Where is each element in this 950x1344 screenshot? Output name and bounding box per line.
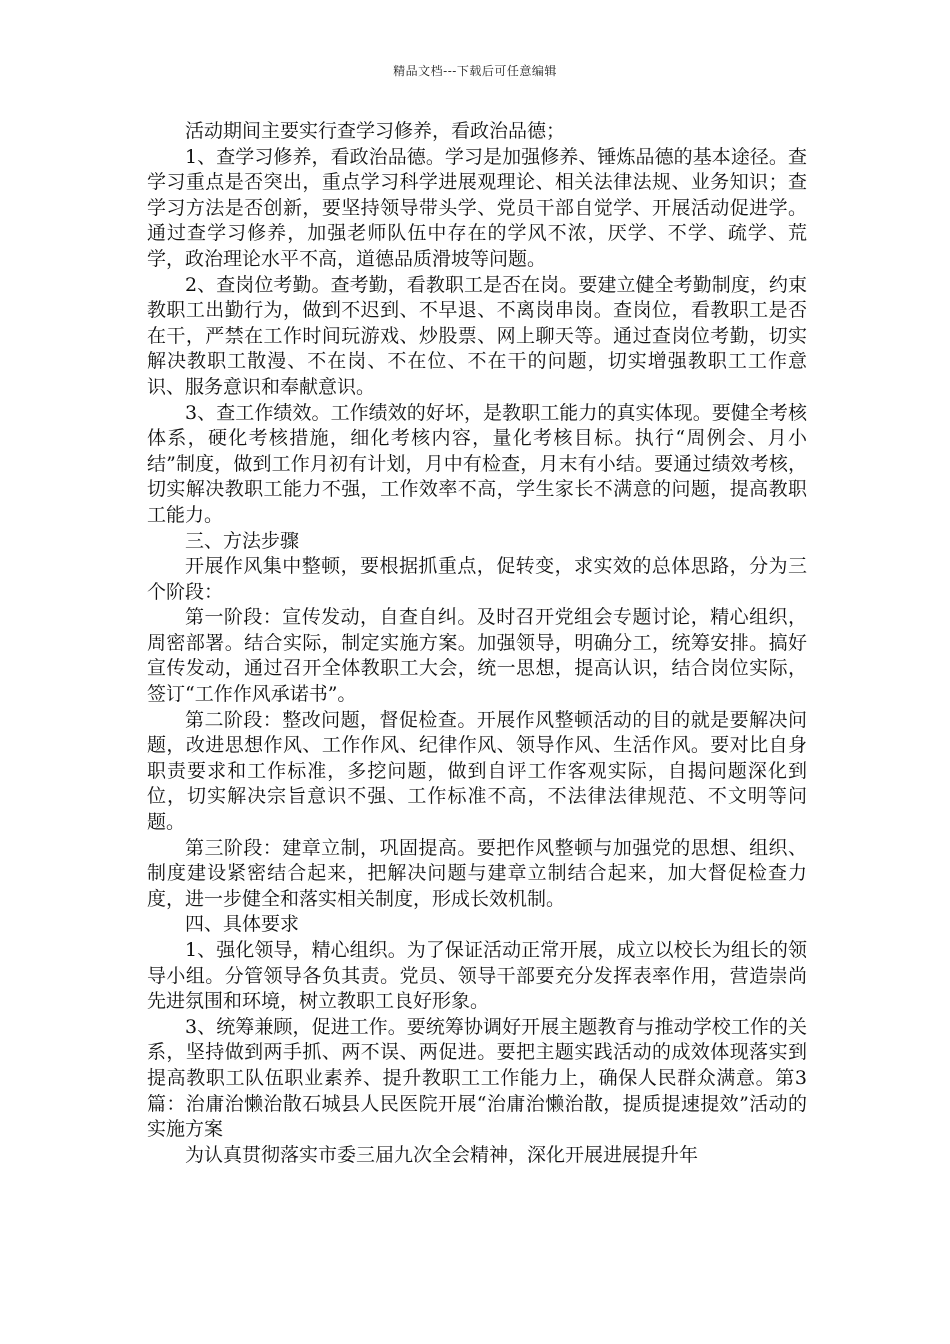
section-heading-methods: 三、方法步骤 (185, 529, 300, 552)
paragraph-item-2-attendance: 2、查岗位考勤。查考勤，看教职工是否在岗。要建立健全考勤制度，约束教职工出勤行为，做到不迟到、不早退、不离岗串岗。查岗位，看教职工是否在干，严禁在工作时间玩游戏、炒股票、网上聊天等。通过查岗位考勤，切实解决教职工散漫、不在岗、不在位、不在干的问题，切实增强教职工工作意识、服务意识和奉献意识。 (147, 273, 807, 398)
paragraph-stage-1: 第一阶段：宣传发动，自查自纠。及时召开党组会专题讨论，精心组织，周密部署。结合实际，制定实施方案。加强领导，明确分工，统筹安排。搞好宣传发动，通过召开全体教职工大会，统一思想，提高认识，结合岗位实际，签订“工作作风承诺书”。 (147, 606, 807, 706)
page-header: 精品文档---下载后可任意编辑 (393, 64, 557, 78)
paragraph-item-1-study: 1、查学习修养，看政治品德。学习是加强修养、锤炼品德的基本途径。查学习重点是否突出，重点学习科学进展观理论、相关法律法规、业务知识；查学习方法是否创新，要坚持领导带头学、党员干部自觉学、开展活动促进学。通过查学习修养，加强老师队伍中存在的学风不浓，厌学、不学、疏学、荒学，政治理论水平不高，道德品质滑坡等问题。 (147, 145, 807, 270)
paragraph-stage-3: 第三阶段：建章立制，巩固提高。要把作风整顿与加强党的思想、组织、制度建设紧密结合起来，把解决问题与建章立制结合起来，加大督促检查力度，进一步健全和落实相关制度，形成长效机制。 (147, 836, 807, 910)
paragraph-item-3-performance: 3、查工作绩效。工作绩效的好坏，是教职工能力的真实体现。要健全考核体系，硬化考核措施，细化考核内容，量化考核目标。执行“周例会、月小结”制度，做到工作月初有计划，月中有检查，月末有小结。要通过绩效考核，切实解决教职工能力不强，工作效率不高，学生家长不满意的问题，提高教职工能力。 (147, 401, 807, 526)
document-body (147, 119, 807, 1168)
paragraph-requirement-3: 3、统筹兼顾，促进工作。要统筹协调好开展主题教育与推动学校工作的关系，坚持做到两手抓、两不误、两促进。要把主题实践活动的成效体现落实到提高教职工队伍职业素养、提升教职工工作能力上，确保人民群众满意。第3篇：治庸治懒治散石城县人民医院开展“治庸治懒治散，提质提速提效”活动的实施方案 (147, 1015, 807, 1141)
paragraph-closing: 为认真贯彻落实市委三届九次全会精神，深化开展进展提升年 (185, 1143, 699, 1166)
paragraph-intro: 活动期间主要实行查学习修养，看政治品德； (185, 120, 566, 142)
paragraph-stage-2: 第二阶段：整改问题，督促检查。开展作风整顿活动的目的就是要解决问题，改进思想作风、工作作风、纪律作风、领导作风、生活作风。要对比自身职责要求和工作标准，多挖问题，做到自评工作客观实际，自揭问题深化到位，切实解决宗旨意识不强、工作标准不高，不法律法律规范、不文明等问题。 (147, 708, 807, 834)
paragraph-methods-intro: 开展作风集中整顿，要根据抓重点，促转变，求实效的总体思路，分为三个阶段： (147, 555, 807, 603)
paragraph-requirement-1: 1、强化领导，精心组织。为了保证活动正常开展，成立以校长为组长的领导小组。分管领导各负其责。党员、领导干部要充分发挥表率作用，营造崇尚先进氛围和环境，树立教职工良好形象。 (147, 939, 807, 1013)
section-heading-requirements: 四、具体要求 (185, 913, 300, 936)
